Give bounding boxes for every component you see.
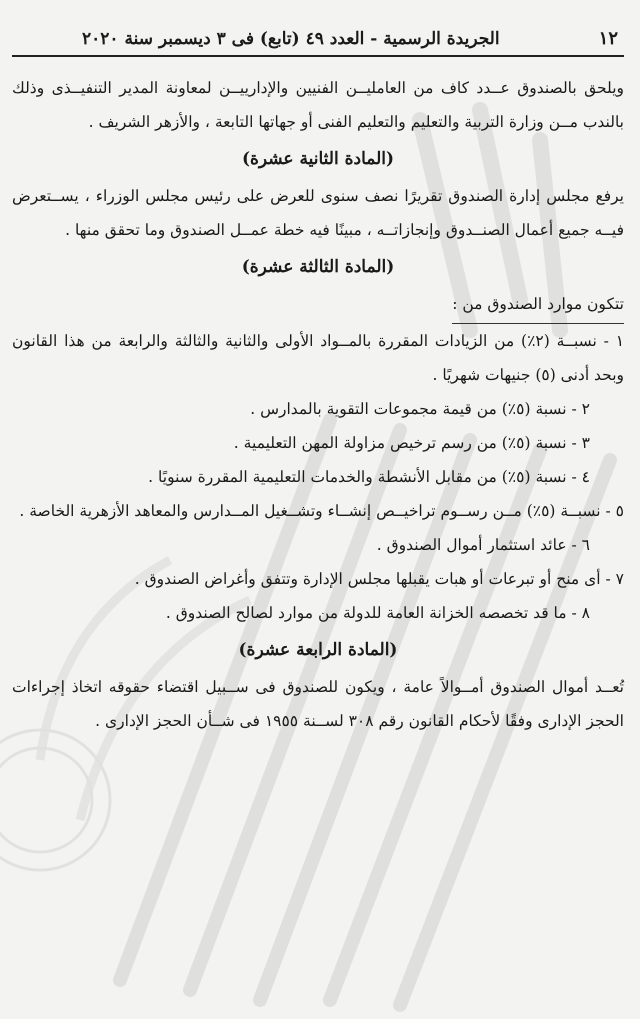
gazette-title: الجريدة الرسمية - العدد ٤٩ (تابع) فى ٣ ديسمبر سنة ٢٠٢٠: [82, 29, 500, 49]
page-number: ١٢: [598, 28, 618, 49]
article-12-text: يرفع مجلس إدارة الصندوق تقريرًا نصف سنوى للعرض على رئيس مجلس الوزراء ، يســتعرض فيــه جميع أعمال الصنــدوق وإنجازاتــه ، مبينًا فيه خطة عمــل الصندوق وما تحقق منها .: [12, 187, 624, 239]
article-13-item-3: ٣ - نسبة (٥٪) من رسم ترخيص مزاولة المهن التعليمية .: [233, 434, 590, 452]
article-14-text: تُعــد أموال الصندوق أمــوالاً عامة ، ويكون للصندوق فى ســبيل اقتضاء حقوقه اتخاذ إجراءات الحجز الإدارى وفقًا لأحكام القانون رقم ٣٠٨ لســنة ١٩٥٥ فى شــأن الحجز الإدارى .: [12, 678, 624, 730]
article-13-intro: تتكون موارد الصندوق من :: [452, 287, 624, 324]
article-13-heading: (المادة الثالثة عشرة): [241, 257, 395, 277]
article-13-item-7: ٧ - أى منح أو تبرعات أو هبات يقبلها مجلس الإدارة وتتفق وأغراض الصندوق .: [134, 570, 624, 588]
article-13-item-1: ١ - نسبــة (٢٪) من الزيادات المقررة بالمــواد الأولى والثانية والثالثة والرابعة من هذا القانون وبحد أدنى (٥) جنيهات شهريًا .: [12, 332, 625, 384]
article-13-item-4: ٤ - نسبة (٥٪) من مقابل الأنشطة والخدمات التعليمية المقررة سنويًا .: [148, 468, 590, 486]
article-13-item-2: ٢ - نسبة (٥٪) من قيمة مجموعات التقوية بالمدارس .: [250, 400, 590, 418]
page-header: [12, 28, 624, 57]
article-13-item-8: ٨ - ما قد تخصصه الخزانة العامة للدولة من موارد لصالح الصندوق .: [165, 604, 590, 622]
article-12-heading: (المادة الثانية عشرة): [241, 149, 395, 169]
article-14-heading: (المادة الرابعة عشرة): [238, 640, 398, 660]
intro-paragraph: ويلحق بالصندوق عــدد كاف من العامليــن الفنيين والإدارييــن لمعاونة المدير التنفيــذى وذلك بالندب مــن وزارة التربية والتعليم والتعليم الفنى أو جهاتها التابعة ، والأزهر الشريف .: [12, 79, 624, 131]
article-13-item-6: ٦ - عائد استثمار أموال الصندوق .: [376, 536, 590, 554]
document-body: [12, 71, 624, 738]
article-13-item-5: ٥ - نسبــة (٥٪) مــن رســوم تراخيــص إنشــاء وتشــغيل المــدارس والمعاهد الأزهرية الخاصة .: [19, 502, 624, 520]
